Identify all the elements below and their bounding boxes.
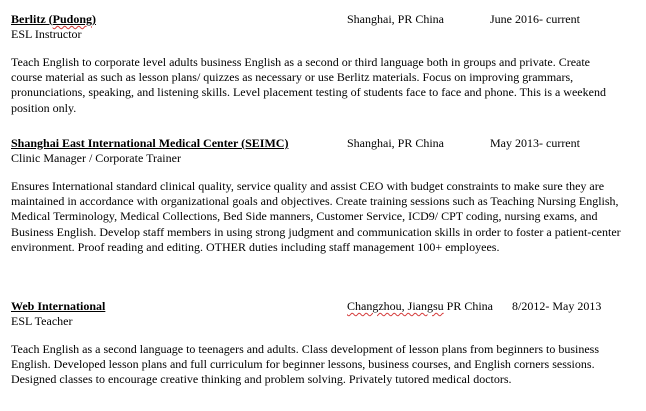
company-name: Web International xyxy=(11,299,106,313)
job-dates: 8/2012- May 2013 xyxy=(512,299,602,313)
job-header xyxy=(11,12,631,27)
job-description: Teach English to corporate level adults business English as a second or third language both in groups and private. Create course material as such as lesson plans/ quizzes as necessary or use Berlitz materials. Focus on improving grammars, pronunciations, speaking, and listening skills. Level placement testing of students face to face and phone. This is a weekend position only. xyxy=(11,55,606,115)
job-header xyxy=(11,299,631,314)
job-entry-berlitz xyxy=(11,12,631,116)
job-location: Shanghai, PR China xyxy=(347,136,445,150)
job-location: Shanghai, PR China xyxy=(347,12,445,26)
job-header xyxy=(11,136,631,151)
spellcheck-underline: Changzhou, Jiangsu xyxy=(347,299,444,313)
job-title: Clinic Manager / Corporate Trainer xyxy=(11,151,181,165)
job-description: Ensures International standard clinical quality, service quality and assist CEO with budget constraints to make sure they are maintained in accordance with organizational goals and objectives. Create training sessions such as Teaching Nursing English, Medical Terminology, Medical Collections, Bed Side manners, Customer Service, ICD9/ CPT coding, nursing exams, and Business English. Develop staff members in using strong judgment and communication skills in order to foster a patient-center environment. Proof reading and editing. OTHER duties including staff management 100+ employees. xyxy=(11,179,621,254)
job-location: Changzhou, Jiangsu PR China xyxy=(347,299,493,313)
job-dates: May 2013- current xyxy=(490,136,580,150)
job-title: ESL Teacher xyxy=(11,314,73,328)
spellcheck-underline: Pudong xyxy=(52,12,93,26)
job-entry-web-international xyxy=(11,299,631,388)
job-dates: June 2016- current xyxy=(490,12,580,26)
job-description: Teach English as a second language to teenagers and adults. Class development of lesson plans from beginners to business English. Developed lesson plans and full curriculum for beginner lessons, business courses, and English corners sessions. Designed classes to encourage creative thinking and problem solving. Privately tutored medical doctors. xyxy=(11,342,600,387)
company-name: Berlitz (Pudong) xyxy=(11,12,97,26)
job-entry-seimc xyxy=(11,136,631,255)
company-name: Shanghai East International Medical Center (SEIMC) xyxy=(11,136,289,150)
job-title: ESL Instructor xyxy=(11,27,82,41)
